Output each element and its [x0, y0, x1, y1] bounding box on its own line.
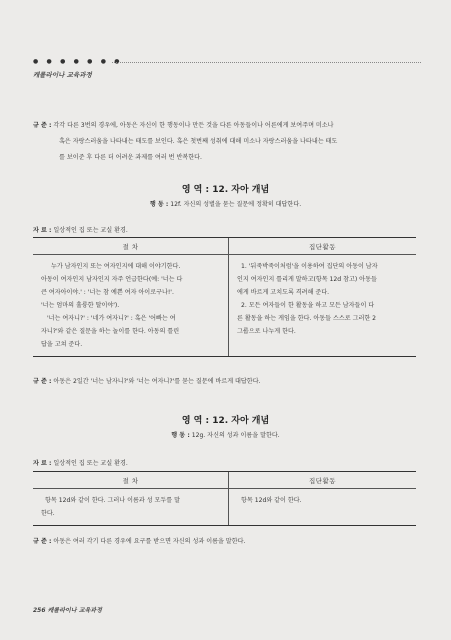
- section1-table: [33, 237, 416, 357]
- section2-criterion-text: 아동은 여러 각기 다른 경우에 요구를 받으면 자신의 성과 이름을 말한다.: [53, 538, 246, 545]
- section1-material-label: 자 료 :: [33, 227, 52, 234]
- section1-behavior-label: 행 동 :: [149, 201, 169, 208]
- section2-col-group: 집단활동: [229, 472, 417, 489]
- procedure-line: 항목 12d와 같이 한다. 그러나 이름과 성 모두를 말: [45, 497, 181, 504]
- section2-title: 영 역 : 12. 자아 개념: [181, 416, 270, 426]
- group-line: 1. '뒤죽박죽이처럼'을 이용하여 집단의 아동이 남자: [241, 263, 378, 270]
- intro-line-1: 각각 다른 3번의 경우에, 아동은 자신이 한 행동이나 만든 것을 다른 아동들이나 어른에게 보여주며 미소나: [53, 122, 334, 129]
- section2-table: [33, 471, 416, 526]
- group-line: 2. 모든 여자들이 한 활동을 하고 모든 남자들이 다: [241, 302, 375, 309]
- procedure-line: '너는 엄마의 훌륭한 딸이야').: [41, 302, 120, 309]
- section2-group-cell: [229, 489, 417, 526]
- section2-col-procedure: 절 차: [33, 472, 229, 489]
- section1-col-group: 집단활동: [229, 238, 417, 255]
- section1-criterion: [33, 374, 423, 390]
- group-line: 른 활동을 하는 게임을 한다. 아동들 스스로 그러한 2: [237, 315, 377, 322]
- procedure-line: 답을 고쳐 준다.: [41, 341, 83, 348]
- section1-criterion-text: 아동은 2일간 '너는 남자니?'와 '너는 여자니?'를 묻는 질문에 바르게 대답한다.: [53, 378, 261, 385]
- section1-behavior: [0, 199, 451, 208]
- intro-criterion: [33, 118, 423, 166]
- page-number: 256: [33, 607, 46, 614]
- section2-behavior-label: 행 동 :: [171, 432, 190, 439]
- procedure-line: '너는 여자니?' : '네가 여자니?' : 혹은 '어빠는 여: [47, 315, 176, 322]
- footer-title: 캐롤라이나 교육과정: [47, 607, 102, 614]
- section1-material: [33, 225, 128, 234]
- group-line: 그룹으로 나누게 한다.: [237, 328, 296, 335]
- header-dots: ● ● ● ● ● ● ●: [33, 58, 123, 65]
- section2-behavior-text: 12g. 자신의 성과 이름을 말한다.: [191, 432, 280, 439]
- intro-line-3: 를 보이준 후 다른 더 어려운 과제를 여러 번 반복한다.: [59, 154, 202, 161]
- group-line: 인지 여자인지 틀리게 말하고(항목 12d 참고) 아동들: [237, 276, 377, 283]
- procedure-line: 누가 남자인지 또는 여자인지에 대해 이야기한다.: [51, 263, 181, 270]
- section1-material-text: 일상적인 집 또는 교실 환경.: [53, 227, 128, 234]
- procedure-line: 한다.: [41, 510, 55, 517]
- section2-material-text: 일상적인 집 또는 교실 환경.: [53, 460, 128, 467]
- procedure-line: 자니?'와 같은 질문을 하는 놀이를 한다. 아동의 틀린: [41, 328, 180, 335]
- header-rule: [112, 62, 421, 63]
- procedure-line: 큰 여자아이야.' : '너는 참 예쁜 여자 아이로구나!'.: [41, 289, 174, 296]
- section1-group-cell: [229, 255, 417, 357]
- intro-line-2: 혹은 자랑스러움을 나타내는 태도를 보인다. 혹은 첫번째 성취에 대해 미소나 자랑스러움을 나타내는 태도: [59, 138, 338, 145]
- section2-procedure-cell: [33, 489, 229, 526]
- section2-criterion: [33, 534, 423, 550]
- section1-col-procedure: 절 차: [33, 238, 229, 255]
- intro-label: 규 준 :: [33, 122, 52, 129]
- header-title: 캐롤라이나 교육과정: [33, 71, 92, 79]
- section2-behavior: [0, 430, 451, 439]
- group-line: 에게 바르게 고치도록 격려해 준다.: [237, 289, 330, 296]
- section2-criterion-label: 규 준 :: [33, 538, 52, 545]
- section1-behavior-text: 12f. 자신의 성별을 묻는 질문에 정확히 대답한다.: [170, 201, 302, 208]
- section1-criterion-label: 규 준 :: [33, 378, 52, 385]
- section2-material-label: 자 료 :: [33, 460, 52, 467]
- section1-procedure-cell: [33, 255, 229, 357]
- section2-material: [33, 458, 128, 467]
- section1-title: 영 역 : 12. 자아 개념: [181, 185, 270, 195]
- page-footer: [33, 605, 102, 614]
- group-line: 항목 12d와 같이 한다.: [241, 497, 302, 504]
- procedure-line: 아동이 여자인지 남자인지 자주 언급한다(예: '너는 다: [41, 276, 183, 283]
